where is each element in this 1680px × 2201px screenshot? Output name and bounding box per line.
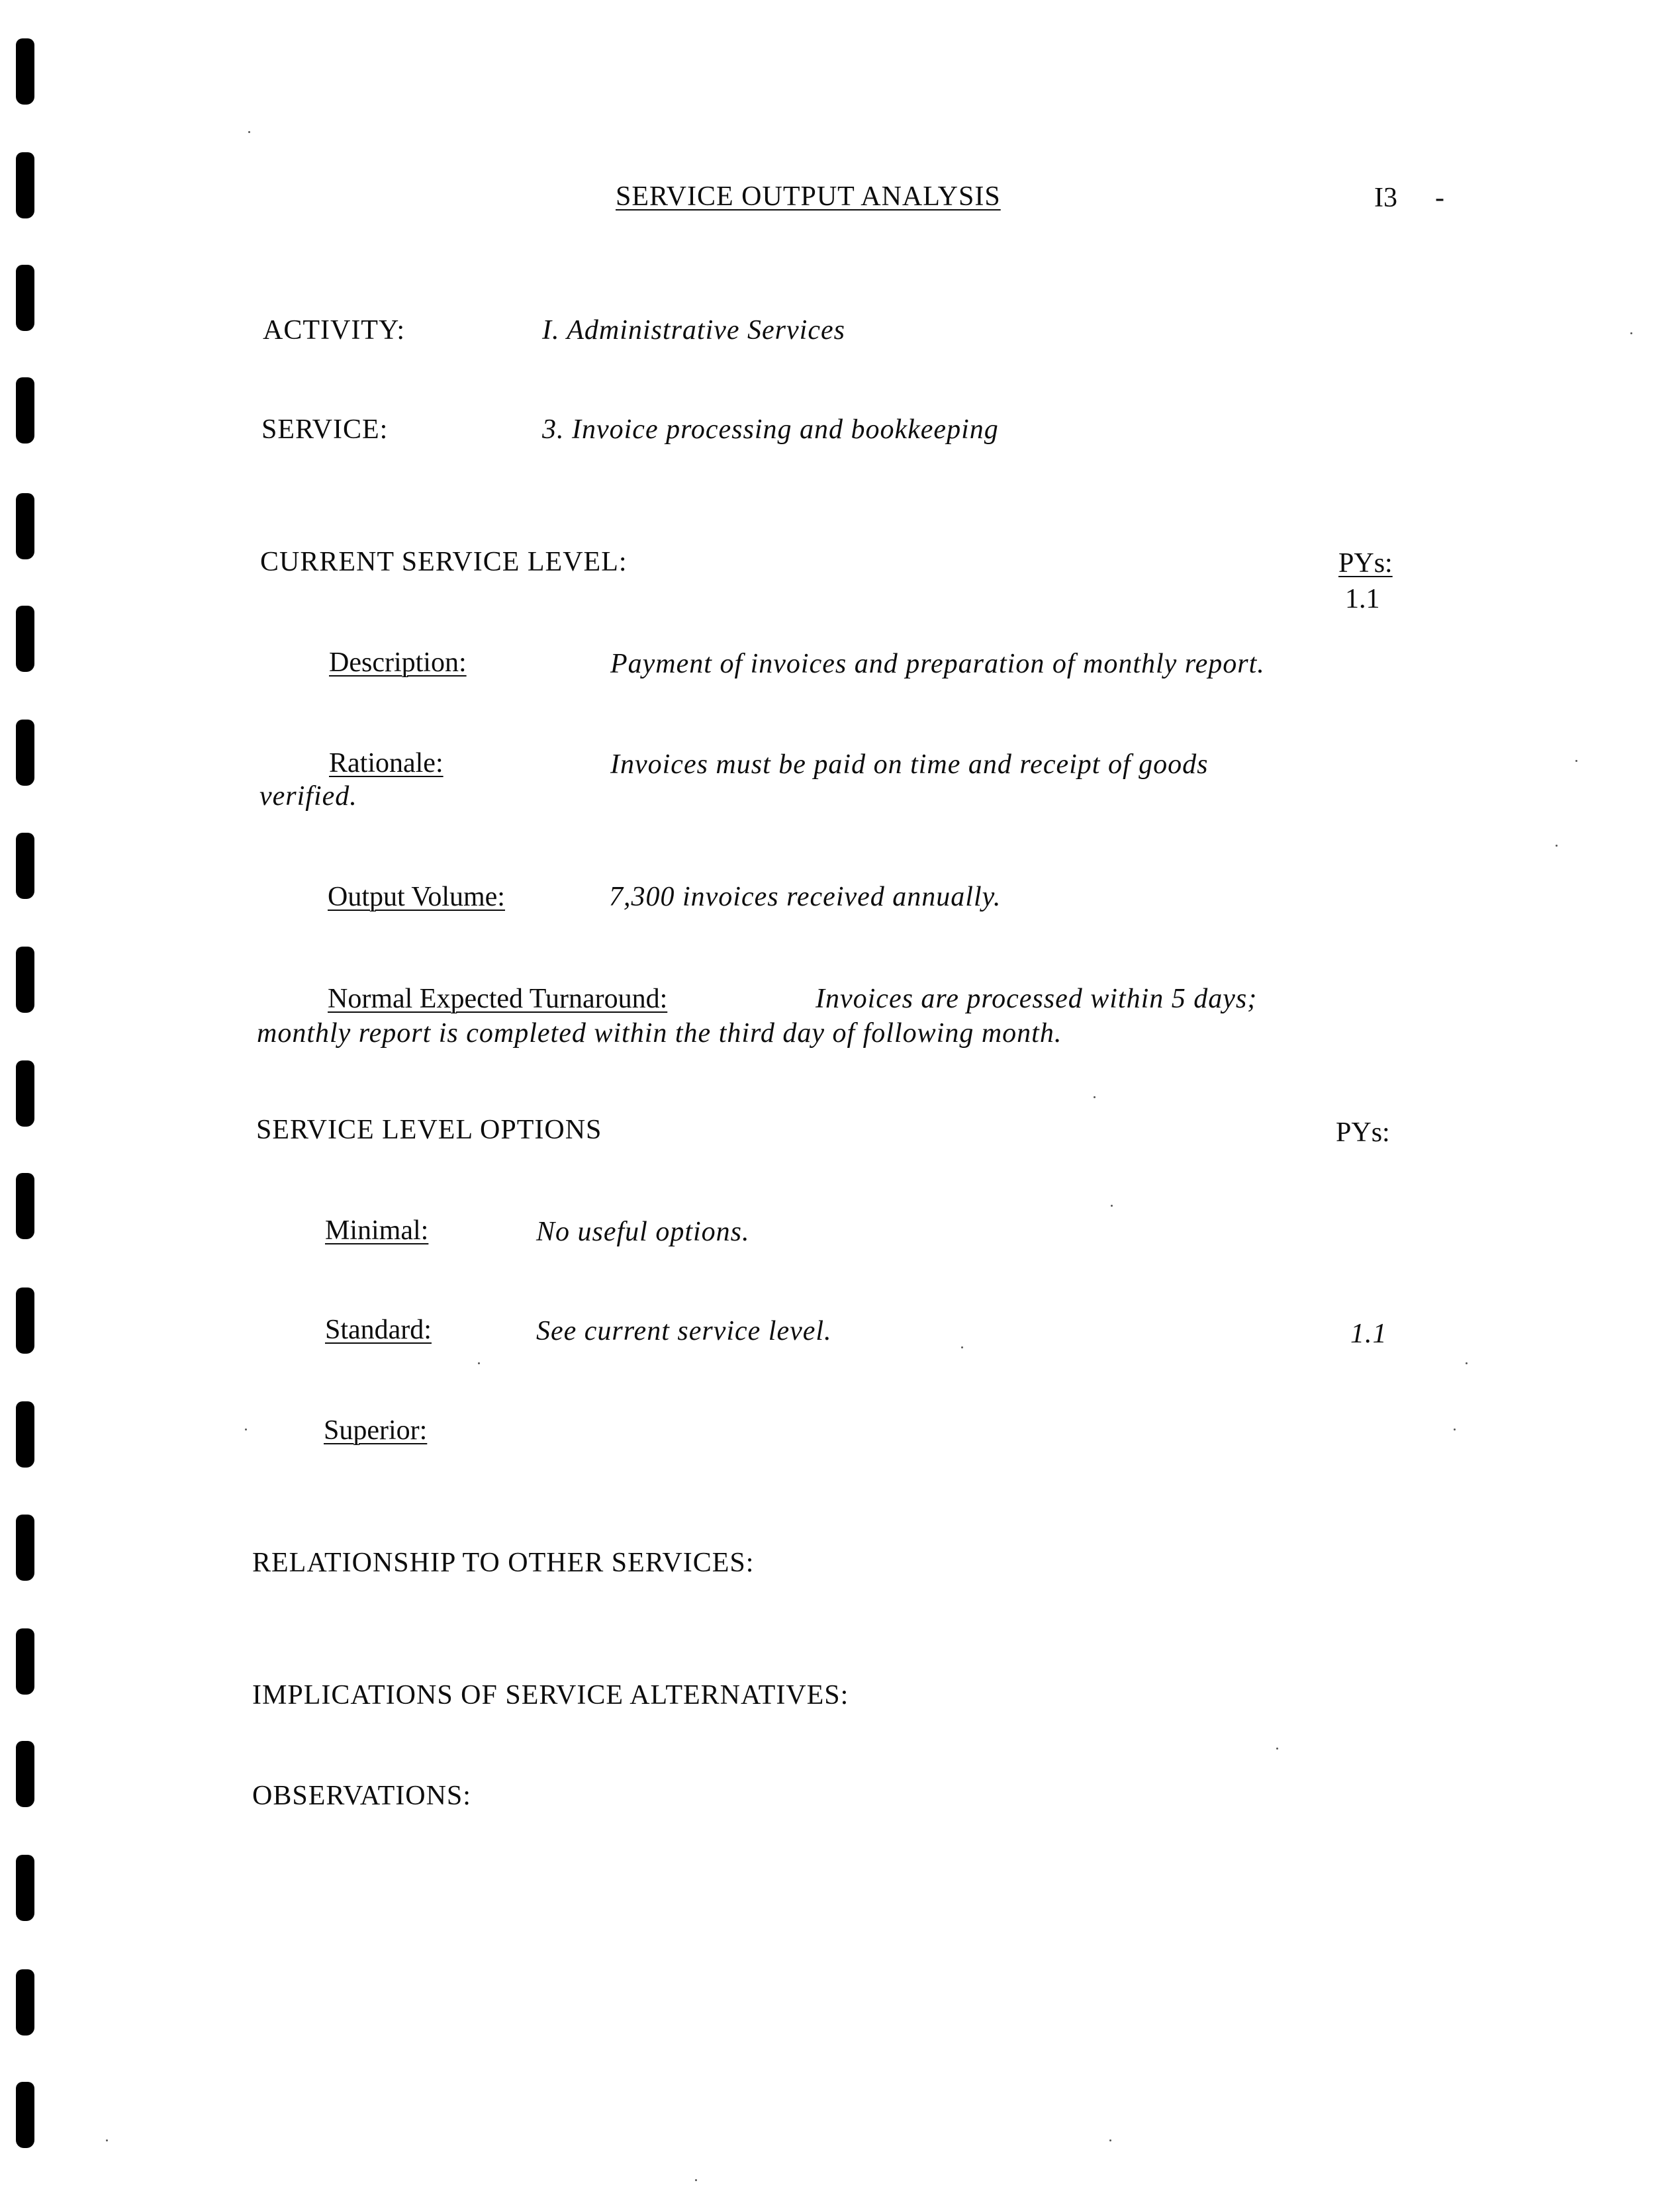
relationship-label: RELATIONSHIP TO OTHER SERVICES:: [252, 1548, 755, 1578]
scan-speck: [1109, 2139, 1111, 2141]
scan-speck: [245, 1428, 247, 1430]
rationale-value: Invoices must be paid on time and receipt of goods: [610, 749, 1209, 780]
scan-speck: [1575, 760, 1577, 762]
binder-bar: [16, 493, 34, 559]
scan-speck: [1466, 1362, 1468, 1364]
description-label: Description:: [329, 647, 467, 678]
pys-header: PYs:: [1338, 548, 1393, 579]
superior-label: Superior:: [324, 1415, 428, 1446]
service-value: 3. Invoice processing and bookkeeping: [542, 414, 999, 445]
binder-bar: [16, 2082, 34, 2148]
page-number: I3: [1374, 183, 1397, 213]
scan-speck: [1454, 1428, 1456, 1430]
binder-bar: [16, 606, 34, 672]
binder-bar: [16, 1515, 34, 1581]
scan-speck: [695, 2179, 697, 2181]
binder-bar: [16, 265, 34, 331]
binder-bar: [16, 1628, 34, 1695]
activity-label: ACTIVITY:: [263, 315, 406, 346]
implications-label: IMPLICATIONS OF SERVICE ALTERNATIVES:: [252, 1680, 849, 1710]
binder-bar: [16, 1969, 34, 2036]
header-dash: -: [1435, 183, 1444, 213]
activity-value: I. Administrative Services: [542, 315, 845, 346]
scan-speck: [1111, 1205, 1113, 1207]
description-value: Payment of invoices and preparation of monthly report.: [610, 649, 1265, 679]
pys-value: 1.1: [1345, 584, 1380, 614]
scan-speck: [106, 2139, 108, 2141]
scan-speck: [1630, 332, 1632, 334]
binder-bar: [16, 377, 34, 444]
binder-bar: [16, 1855, 34, 1921]
scan-speck: [1556, 845, 1558, 847]
standard-pys: 1.1: [1350, 1319, 1387, 1349]
binder-bar: [16, 1741, 34, 1807]
rationale-label: Rationale:: [329, 748, 443, 778]
turnaround-value: Invoices are processed within 5 days;: [816, 984, 1258, 1014]
binder-bar: [16, 1401, 34, 1468]
binder-bar: [16, 1288, 34, 1354]
rationale-value-cont: verified.: [259, 781, 357, 812]
binder-bar: [16, 1173, 34, 1239]
output-volume-value: 7,300 invoices received annually.: [609, 882, 1002, 912]
standard-label: Standard:: [325, 1315, 432, 1345]
service-label: SERVICE:: [261, 414, 389, 445]
scan-speck: [248, 131, 250, 133]
page-title: SERVICE OUTPUT ANALYSIS: [616, 181, 1001, 212]
binder-bar: [16, 38, 34, 105]
scan-speck: [478, 1362, 480, 1364]
scan-speck: [961, 1346, 963, 1348]
options-pys-header: PYs:: [1336, 1117, 1390, 1148]
turnaround-label: Normal Expected Turnaround:: [328, 984, 668, 1014]
binder-bar: [16, 152, 34, 218]
minimal-value: No useful options.: [536, 1217, 750, 1247]
binder-bar: [16, 833, 34, 899]
turnaround-value-cont: monthly report is completed within the third day of following month.: [257, 1018, 1062, 1049]
observations-label: OBSERVATIONS:: [252, 1781, 471, 1811]
service-level-options-label: SERVICE LEVEL OPTIONS: [256, 1115, 602, 1145]
scan-speck: [1094, 1096, 1096, 1098]
binder-bar: [16, 1060, 34, 1127]
scan-speck: [1276, 1748, 1278, 1750]
output-volume-label: Output Volume:: [328, 882, 505, 912]
binder-bar: [16, 947, 34, 1013]
current-service-level-label: CURRENT SERVICE LEVEL:: [260, 547, 628, 577]
binder-bar: [16, 720, 34, 786]
minimal-label: Minimal:: [325, 1215, 429, 1246]
standard-value: See current service level.: [536, 1316, 832, 1346]
